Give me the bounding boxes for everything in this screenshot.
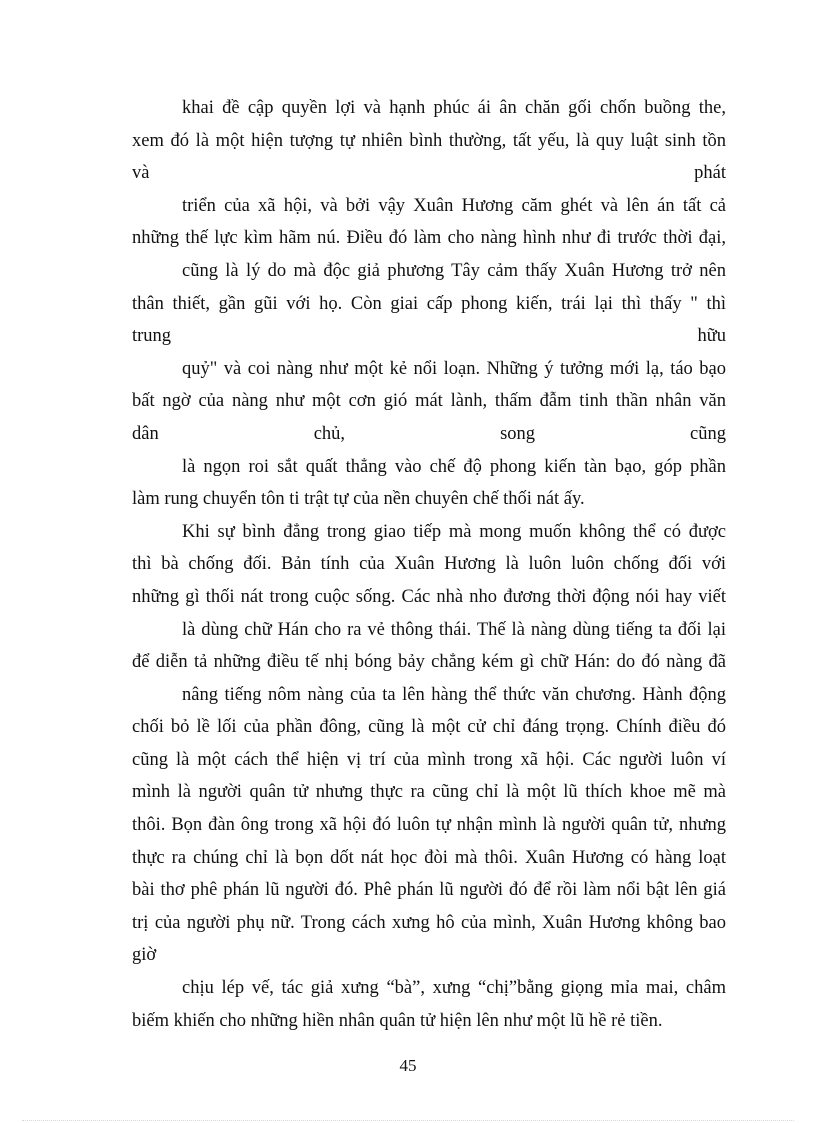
- text-line: quỷ" và coi nàng như một kẻ nổi loạn. Những ý tưởng mới lạ, táo bạo: [182, 358, 726, 379]
- text-line: để diễn tả những điều tế nhị bóng bảy chẳng kém gì chữ Hán: do đó nàng đã: [132, 652, 726, 673]
- text-line: Khi sự bình đẳng trong giao tiếp mà mong muốn không thể có được: [182, 521, 726, 542]
- text-line: thực ra chúng chỉ là bọn dốt nát học đòi mà thôi. Xuân Hương có hàng loạt: [132, 847, 726, 868]
- text-line: là dùng chữ Hán cho ra vẻ thông thái. Thế là nàng dùng tiếng ta đối lại: [182, 619, 726, 640]
- text-line: xem đó là một hiện tượng tự nhiên bình thường, tất yếu, là quy luật sinh tồn: [132, 130, 726, 151]
- text-line: dân chủ, song cũng: [132, 423, 726, 444]
- text-line: cũng là một cách thể hiện vị trí của mình trong xã hội. Các người luôn ví: [132, 749, 726, 770]
- text-line: trị của người phụ nữ. Trong cách xưng hô của mình, Xuân Hương không bao: [132, 912, 726, 933]
- text-line: chối bỏ lề lối của phần đông, cũng là một cử chỉ đáng trọng. Chính điều đó: [132, 717, 726, 738]
- text-line: thân thiết, gần gũi với họ. Còn giai cấp phong kiến, trái lại thì thấy " thì: [132, 293, 726, 314]
- page-number: 45: [399, 1056, 417, 1075]
- text-line: nâng tiếng nôm nàng của ta lên hàng thể thức văn chương. Hành động: [182, 684, 726, 705]
- text-line: mình là người quân tử nhưng thực ra cũng chỉ là một lũ thích khoe mẽ mà: [132, 782, 726, 803]
- text-line: làm rung chuyển tôn ti trật tự của nền chuyên chế thối nát ấy.: [132, 489, 585, 510]
- text-line: cũng là lý do mà độc giả phương Tây cảm thấy Xuân Hương trở nên: [182, 260, 726, 281]
- text-line: bài thơ phê phán lũ người đó. Phê phán lũ người đó để rồi làm nổi bật lên giá: [132, 880, 726, 901]
- text-line: những thế lực kìm hãm nú. Điều đó làm cho nàng hình như đi trước thời đại,: [132, 228, 726, 249]
- page-bottom-divider: [22, 1120, 794, 1121]
- text-line: bất ngờ của nàng như một cơn gió mát lành, thấm đẫm tinh thần nhân văn: [132, 391, 726, 412]
- text-line: những gì thối nát trong cuộc sống. Các nhà nho đương thời động nói hay viết: [132, 586, 726, 607]
- text-line: là ngọn roi sắt quất thẳng vào chế độ phong kiến tàn bạo, góp phần: [182, 456, 726, 477]
- text-line: chịu lép vế, tác giả xưng “bà”, xưng “chị”bằng giọng mỉa mai, châm: [182, 978, 726, 999]
- text-line: triển của xã hội, và bởi vậy Xuân Hương căm ghét và lên án tất cả: [182, 195, 726, 216]
- text-line: biếm khiến cho những hiền nhân quân tử hiện lên như một lũ hề rẻ tiền.: [132, 1010, 663, 1031]
- text-line: thì bà chống đối. Bản tính của Xuân Hương là luôn luôn chống đối với: [132, 554, 726, 575]
- text-line: và phát: [132, 163, 726, 184]
- text-line: khai đề cập quyền lợi và hạnh phúc ái ân chăn gối chốn buồng the,: [182, 98, 726, 118]
- text-line: thôi. Bọn đàn ông trong xã hội đó luôn tự nhận mình là người quân tử, nhưng: [132, 815, 726, 836]
- text-line: giờ: [132, 945, 157, 966]
- body-text: [132, 92, 726, 1037]
- text-line: trung hữu: [132, 326, 726, 347]
